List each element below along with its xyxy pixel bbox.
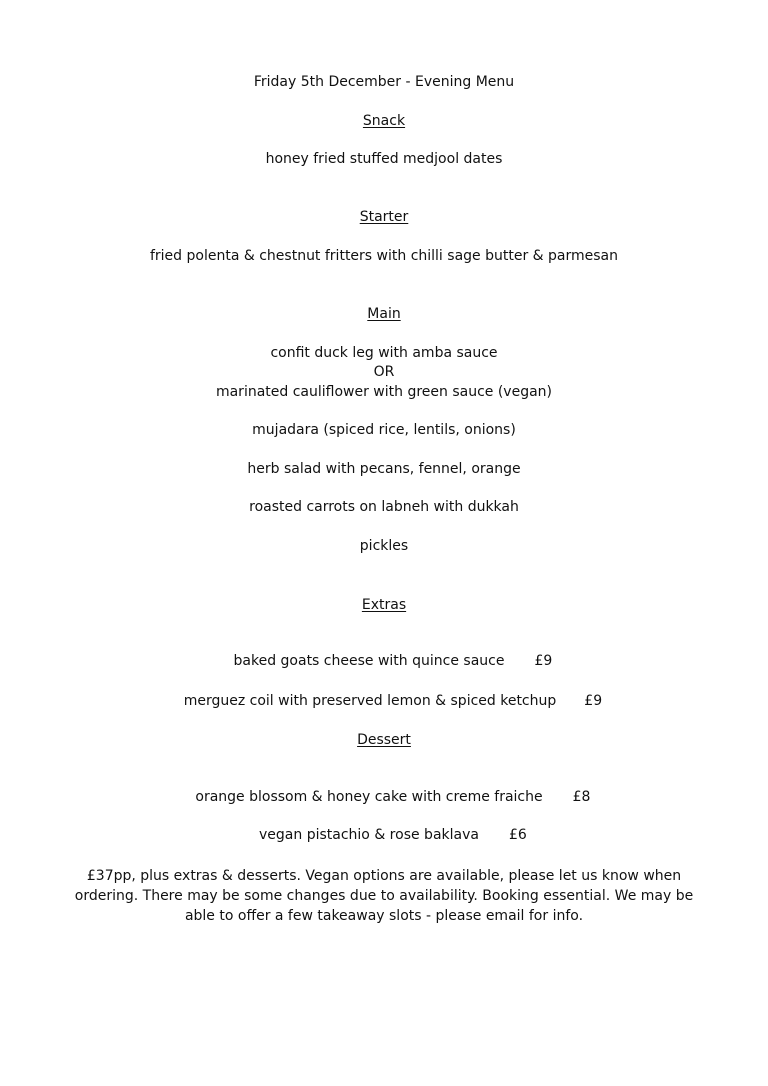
menu-item-snack: honey fried stuffed medjool dates (265, 151, 503, 167)
menu-item-name: orange blossom & honey cake with creme fraiche (195, 789, 543, 805)
menu-item-price: £6 (508, 827, 527, 843)
menu-item-price: £8 (572, 789, 591, 805)
menu-item-extra (0, 674, 768, 728)
menu-item-main-side: pickles (359, 538, 409, 554)
menu-title: Friday 5th December - Evening Menu (253, 74, 515, 90)
menu-item-main-side: roasted carrots on labneh with dukkah (249, 499, 519, 515)
menu-item-dessert (0, 808, 768, 862)
section-heading-extras: Extras (361, 597, 407, 613)
menu-item-main-side: herb salad with pecans, fennel, orange (247, 461, 521, 477)
menu-item-main-side: mujadara (spiced rice, lentils, onions) (252, 422, 516, 438)
section-heading-dessert: Dessert (357, 732, 411, 748)
menu-item-name: baked goats cheese with quince sauce (233, 653, 505, 669)
menu-item-name: vegan pistachio & rose baklava (259, 827, 479, 843)
section-heading-starter: Starter (359, 209, 409, 225)
menu-item-price: £9 (584, 693, 603, 709)
section-heading-snack: Snack (362, 113, 406, 129)
menu-item-main-option-b: marinated cauliflower with green sauce (vegan) (215, 384, 553, 400)
footer-note: £37pp, plus extras & desserts. Vegan options are available, please let us know when ordering. There may be some changes due to availability. Booking essential. We may be able to offer a few takeaway slots - please email for info. (74, 868, 694, 924)
section-heading-main: Main (367, 306, 401, 322)
menu-item-price: £9 (534, 653, 553, 669)
menu-item-name: merguez coil with preserved lemon & spiced ketchup (183, 693, 557, 709)
menu-item-main-or: OR (373, 364, 395, 380)
menu-item-main-option-a: confit duck leg with amba sauce (270, 345, 498, 361)
menu-item-starter: fried polenta & chestnut fritters with chilli sage butter & parmesan (149, 248, 618, 264)
